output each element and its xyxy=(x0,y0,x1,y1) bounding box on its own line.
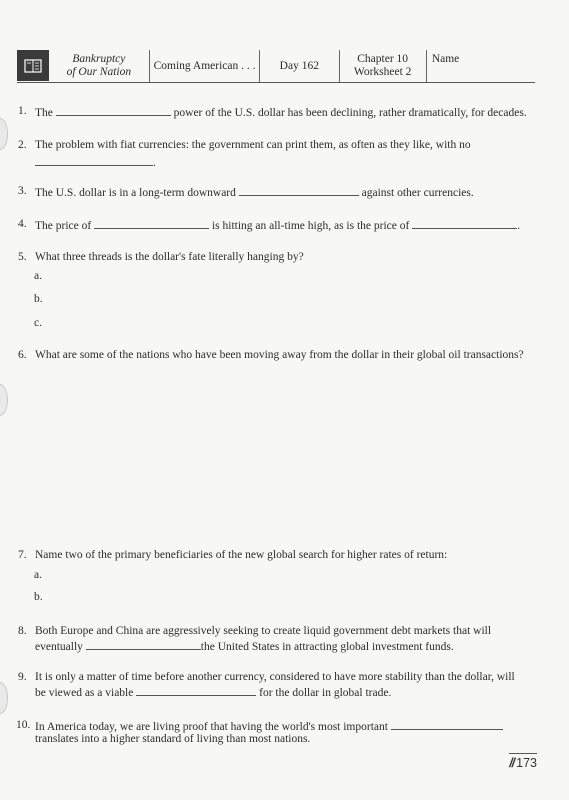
chapter-label: Chapter 10 Worksheet 2 xyxy=(339,50,426,82)
answer-line-a[interactable]: a. xyxy=(34,270,42,282)
answer-line-b[interactable]: b. xyxy=(34,591,43,603)
worksheet-header xyxy=(17,50,535,83)
binder-hole xyxy=(0,682,8,714)
answer-line-b[interactable]: b. xyxy=(34,293,43,305)
slash-mark-icon: // xyxy=(509,756,515,770)
book-title: Bankruptcy of Our Nation xyxy=(66,53,132,78)
worksheet-page: Bankruptcy of Our Nation Coming American . . . Day 162 Chapter 10 Worksheet 2 Name 1. The power of the U.S. dollar has been declining, rather dramatically, for decades. 2. The problem with fiat currencies: the government can print them, as often as they like, with no . 3. The U.S. dollar is in a long-term downward against other currencies. 4. The price of is hitting an all-time high, as is the price of . 5. What three threads is the dollar's fate literally hanging by? a. b. c. 6. What are some of the nations who have been moving away from the dollar in their global oil transactions? 7. Name two of the primary beneficiaries of the new global search for higher rates of return: a. b. 8. Both Europe and China are aggressively seeking to create liquid government debt markets that will eventually the United States in attracting global investment funds. 9. It is only a matter of time before another currency, considered to have more stability than the dollar, will be viewed as a viable for the dollar in global trade. 10. In America today, we are living proof that having the world's most important translates into a higher standard of living than most nations. // 173 xyxy=(0,0,569,800)
answer-blank[interactable] xyxy=(94,217,209,229)
binder-hole xyxy=(0,384,8,416)
answer-line-a[interactable]: a. xyxy=(34,569,42,581)
answer-blank[interactable] xyxy=(56,104,171,116)
section-title: Coming American . . . xyxy=(149,50,259,82)
answer-area[interactable] xyxy=(34,368,534,538)
answer-blank[interactable] xyxy=(239,184,359,196)
page-number: // 173 xyxy=(509,756,537,770)
answer-blank[interactable] xyxy=(412,217,517,229)
answer-blank[interactable] xyxy=(35,154,153,166)
book-icon xyxy=(17,50,49,81)
answer-line-c[interactable]: c. xyxy=(34,317,42,329)
answer-blank[interactable] xyxy=(136,684,256,696)
name-field[interactable]: Name xyxy=(426,50,535,82)
binder-hole xyxy=(0,118,8,150)
answer-blank[interactable] xyxy=(86,638,201,650)
answer-blank[interactable] xyxy=(391,718,503,730)
day-label: Day 162 xyxy=(259,50,338,82)
